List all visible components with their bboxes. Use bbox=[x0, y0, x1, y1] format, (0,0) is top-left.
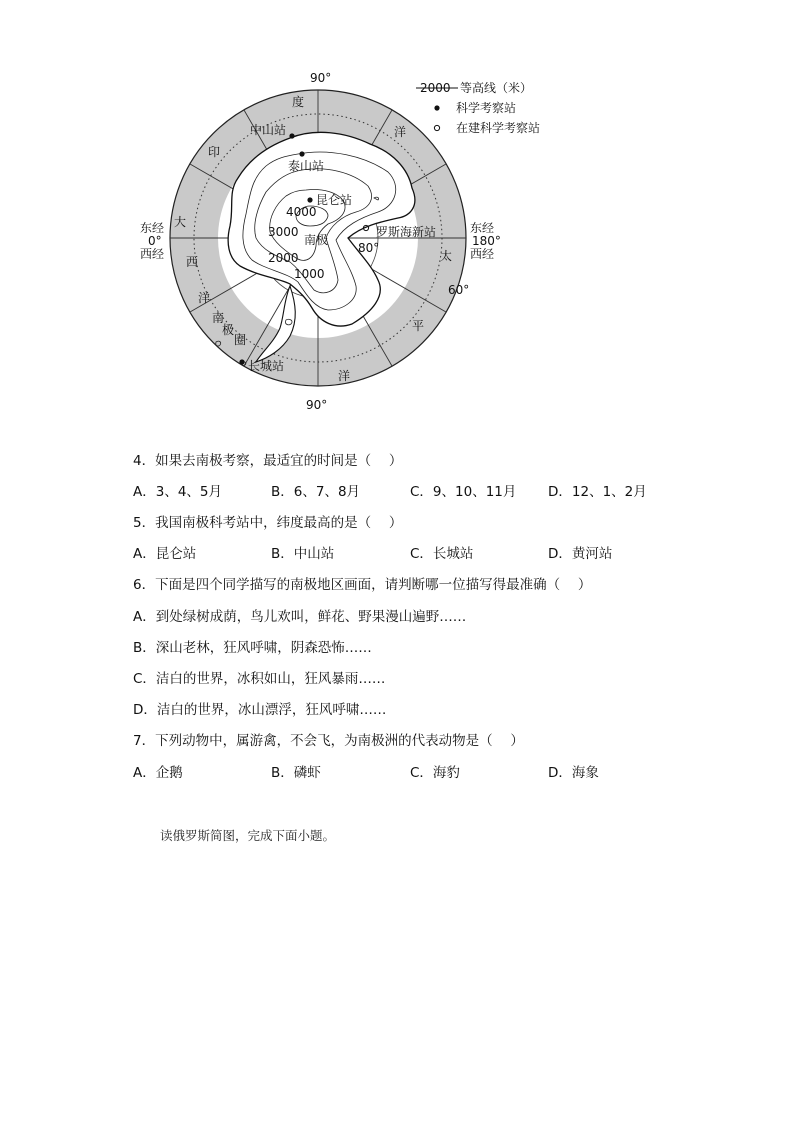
station-changcheng-dot bbox=[239, 359, 244, 364]
station-taishan-label: 泰山站 bbox=[288, 159, 325, 173]
degree-label-right-mid: 180° bbox=[472, 234, 501, 248]
legend-station-label: 科学考察站 bbox=[456, 101, 517, 115]
degree-label-right-bot: 西经 bbox=[470, 247, 495, 261]
map-legend bbox=[416, 80, 540, 135]
latitude-80-label: 80° bbox=[358, 241, 380, 255]
question-7-option-a[interactable]: A．企鹅 bbox=[133, 765, 183, 781]
legend-contour-sample: 2000 bbox=[420, 81, 451, 95]
ocean-pacific-2: 平 bbox=[412, 319, 425, 333]
degree-label-bottom: 90° bbox=[306, 398, 328, 412]
station-kunlun-label: 昆仑站 bbox=[316, 193, 353, 207]
question-4-stem: 4．如果去南极考察，最适宜的时间是（ ） bbox=[133, 453, 403, 469]
south-pole-label: 南极 bbox=[304, 233, 329, 247]
ocean-indian-2: 度 bbox=[292, 95, 305, 109]
degree-label-left-top: 东经 bbox=[140, 221, 165, 235]
legend-station-icon bbox=[434, 105, 439, 110]
question-4-option-b[interactable]: B．6、7、8月 bbox=[271, 484, 361, 500]
station-zhongshan-dot bbox=[289, 133, 294, 138]
ocean-atlantic-1: 大 bbox=[174, 215, 187, 229]
antarctic-circle-char-2: 极 bbox=[222, 323, 235, 337]
question-5-option-b[interactable]: B．中山站 bbox=[271, 546, 335, 562]
question-7-stem: 7．下列动物中，属游禽，不会飞，为南极洲的代表动物是（ ） bbox=[133, 733, 524, 749]
contour-label-3000: 3000 bbox=[268, 225, 299, 239]
station-zhongshan-label: 中山站 bbox=[250, 123, 287, 137]
question-5-option-a[interactable]: A．昆仑站 bbox=[133, 546, 197, 562]
ocean-pacific-1: 太 bbox=[440, 249, 453, 263]
question-6-stem: 6．下面是四个同学描写的南极地区画面，请判断哪一位描写得最准确（ ） bbox=[133, 577, 592, 593]
question-6-option-a[interactable]: A．到处绿树成荫，鸟儿欢叫，鲜花、野果漫山遍野…… bbox=[133, 609, 467, 625]
legend-contour-label: 等高线（米） bbox=[460, 81, 533, 95]
question-4-option-a[interactable]: A．3、4、5月 bbox=[133, 484, 223, 500]
contour-label-2000: 2000 bbox=[268, 251, 299, 265]
question-6-option-c[interactable]: C．洁白的世界，冰积如山，狂风暴雨…… bbox=[133, 671, 386, 687]
question-5-option-c[interactable]: C．长城站 bbox=[410, 546, 474, 562]
contour-label-4000: 4000 bbox=[286, 205, 317, 219]
next-section-instruction: 读俄罗斯简图，完成下面小题。 bbox=[160, 828, 336, 843]
question-7-option-d[interactable]: D．海象 bbox=[548, 765, 599, 781]
degree-label-right-top: 东经 bbox=[470, 221, 495, 235]
question-6-option-d[interactable]: D．洁白的世界，冰山漂浮，狂风呼啸…… bbox=[133, 702, 387, 718]
legend-building-label: 在建科学考察站 bbox=[456, 121, 541, 135]
ocean-pacific-3: 洋 bbox=[338, 369, 351, 383]
station-kunlun-dot bbox=[307, 197, 312, 202]
degree-label-left-mid: 0° bbox=[148, 234, 162, 248]
question-4-option-d[interactable]: D．12、1、2月 bbox=[548, 484, 647, 500]
degree-label-top: 90° bbox=[310, 71, 332, 85]
station-changcheng-label: 长城站 bbox=[248, 359, 285, 373]
ocean-atlantic-2: 西 bbox=[186, 255, 199, 269]
ocean-indian-1: 印 bbox=[208, 145, 221, 159]
ocean-atlantic-3: 洋 bbox=[198, 291, 211, 305]
station-taishan-dot bbox=[299, 151, 304, 156]
question-5-stem: 5．我国南极科考站中，纬度最高的是（ ） bbox=[133, 515, 403, 531]
question-6-option-b[interactable]: B．深山老林，狂风呼啸，阴森恐怖…… bbox=[133, 640, 372, 656]
question-7-option-c[interactable]: C．海豹 bbox=[410, 765, 460, 781]
question-7-option-b[interactable]: B．磷虾 bbox=[271, 765, 321, 781]
antarctic-circle-char-1: 南 bbox=[212, 311, 225, 325]
station-rosssea-label: 罗斯海新站 bbox=[376, 225, 437, 239]
antarctic-circle-char-3: 圈 bbox=[234, 333, 247, 347]
question-4-option-c[interactable]: C．9、10、11月 bbox=[410, 484, 517, 500]
latitude-60-label: 60° bbox=[448, 283, 470, 297]
antarctica-map bbox=[130, 66, 570, 416]
degree-label-left-bot: 西经 bbox=[140, 247, 165, 261]
legend-building-icon bbox=[434, 125, 439, 130]
question-5-option-d[interactable]: D．黄河站 bbox=[548, 546, 613, 562]
ocean-indian-3: 洋 bbox=[394, 125, 407, 139]
contour-label-1000: 1000 bbox=[294, 267, 325, 281]
